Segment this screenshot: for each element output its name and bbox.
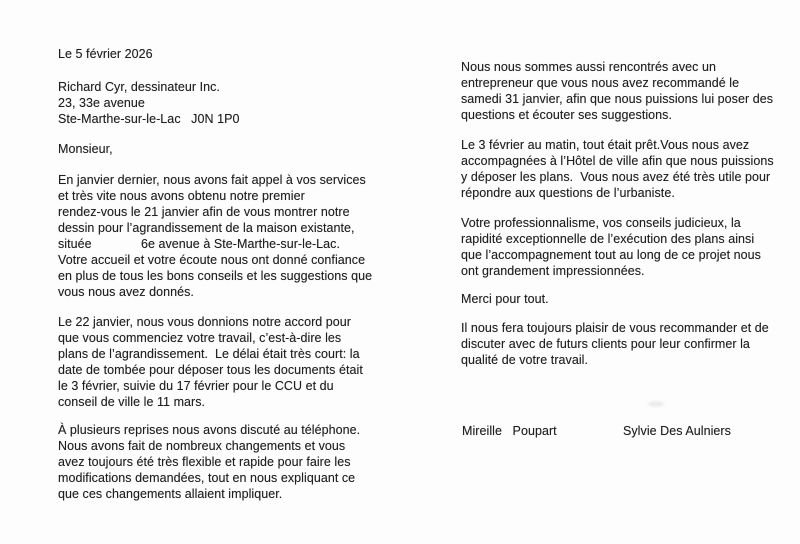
text-line: plans de l’agrandissement. Le délai était très court: la [58,347,360,361]
scan-artifact [648,401,664,407]
text-line: À plusieurs reprises nous avons discuté au téléphone. [58,423,361,437]
text-line: Nous nous sommes aussi rencontrés avec un [461,60,716,74]
text-line: en plus de tous les bons conseils et les suggestions que [58,269,373,283]
text-line: ont grandement impressionnées. [461,264,645,278]
text-line: date de tombée pour déposer tous les documents était [58,363,363,377]
text-line: Votre accueil et votre écoute nous ont donné confiance [58,253,366,267]
paragraph-recommander [461,320,781,368]
paragraph-merci [461,291,781,307]
text-line: le 3 février, suivie du 17 février pour le CCU et du [58,379,334,393]
recipient-address [58,79,393,127]
text-line: accompagnées à l’Hôtel de ville afin que nous puissions [461,154,774,168]
text-line: Il nous fera toujours plaisir de vous recommander et de [461,321,769,335]
text-line: dessin pour l’agrandissement de la maison existante, [58,221,355,235]
text-line: 23, 33e avenue [58,96,145,110]
text-line: conseil de ville le 11 mars. [58,395,206,409]
text-line: Richard Cyr, dessinateur Inc. [58,80,220,94]
text-line: située 6e avenue à Ste-Marthe-sur-le-Lac. [58,237,340,251]
text-line: Votre professionnalisme, vos conseils judicieux, la [461,216,741,230]
text-line: discuter avec de futurs clients pour leur confirmer la [461,337,750,351]
text-line: que ces changements allaient impliquer. [58,487,283,501]
paragraph-telephone [58,422,393,502]
text-line: Nous avons fait de nombreux changements et vous [58,439,346,453]
text-line: y déposer les plans. Vous nous avez été très utile pour [461,170,771,184]
text-line: entrepreneur que vous nous avez recommandé le [461,76,740,90]
text-line: et très vite nous avons obtenu notre premier [58,189,305,203]
letter-left-column [58,46,393,502]
text-line: répondre aux questions de l’urbaniste. [461,186,675,200]
paragraph-services [58,172,393,300]
text-line: que l’accompagnement tout au long de ce projet nous [461,248,761,262]
letter-right-column [461,59,781,439]
signature-mireille-poupart: Mireille Poupart [462,424,557,438]
paragraph-entrepreneur [461,59,781,123]
text-line: modifications demandées, tout en nous expliquant ce [58,471,356,485]
salutation: Monsieur, [58,142,113,156]
signature-row [461,423,781,439]
paragraph-hotel-de-ville [461,137,781,201]
paragraph-accord [58,314,393,410]
text-line: avez toujours été très flexible et rapide pour faire les [58,455,351,469]
text-line: vous nous avez donnés. [58,285,194,299]
text-line: Merci pour tout. [461,292,549,306]
text-line: questions et écouter ses suggestions. [461,108,673,122]
text-line: qualité de votre travail. [461,353,589,367]
paragraph-professionnalisme [461,215,781,279]
text-line: que vous commenciez votre travail, c’est-à-dire les [58,331,342,345]
text-line: Ste-Marthe-sur-le-Lac J0N 1P0 [58,112,240,126]
signature-sylvie-des-aulniers: Sylvie Des Aulniers [623,424,731,438]
letter-date: Le 5 février 2026 [58,47,153,61]
text-line: rapidité exceptionnelle de l’exécution des plans ainsi [461,232,755,246]
text-line: samedi 31 janvier, afin que nous puissions lui poser des [461,92,774,106]
text-line: Le 3 février au matin, tout était prêt.Vous nous avez [461,138,750,152]
text-line: Le 22 janvier, nous vous donnions notre accord pour [58,315,352,329]
text-line: En janvier dernier, nous avons fait appel à vos services [58,173,366,187]
text-line: rendez-vous le 21 janvier afin de vous montrer notre [58,205,350,219]
